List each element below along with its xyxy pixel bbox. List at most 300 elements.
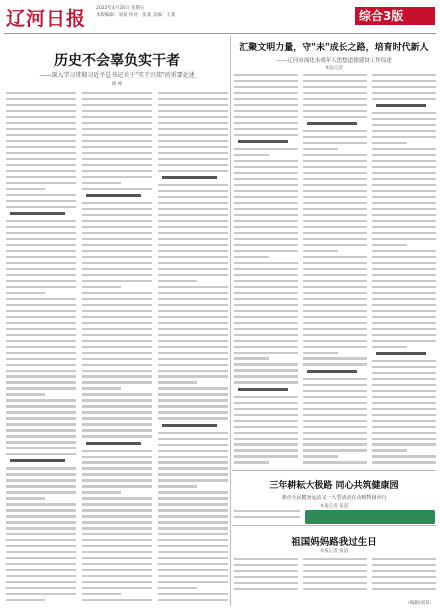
text-line bbox=[82, 292, 152, 294]
text-line bbox=[82, 527, 152, 529]
text-line bbox=[6, 110, 76, 112]
text-line bbox=[82, 545, 152, 547]
article1-col3 bbox=[158, 92, 228, 602]
text-line bbox=[303, 238, 367, 240]
text-line bbox=[158, 116, 228, 118]
text-line bbox=[303, 130, 367, 132]
text-line bbox=[82, 268, 152, 270]
text-line bbox=[372, 372, 436, 374]
text-line bbox=[6, 122, 76, 124]
text-line bbox=[158, 479, 228, 481]
text-line bbox=[372, 378, 436, 380]
text-line bbox=[82, 461, 152, 463]
text-line bbox=[6, 551, 76, 553]
text-line bbox=[303, 570, 367, 572]
text-line bbox=[303, 396, 367, 398]
text-line bbox=[6, 232, 76, 234]
text-line bbox=[234, 160, 298, 162]
text-line bbox=[82, 164, 152, 166]
text-line bbox=[234, 148, 298, 150]
text-line bbox=[372, 112, 436, 114]
text-line bbox=[6, 250, 76, 252]
text-line bbox=[158, 170, 228, 172]
text-line bbox=[303, 438, 367, 440]
article4-col1-text bbox=[234, 558, 298, 590]
text-line bbox=[82, 220, 152, 222]
text-line bbox=[234, 402, 298, 404]
text-line bbox=[82, 405, 152, 407]
text-line bbox=[158, 405, 228, 407]
subhead-line bbox=[238, 388, 288, 391]
text-line bbox=[234, 122, 298, 124]
text-line bbox=[158, 196, 228, 198]
text-line bbox=[234, 268, 298, 270]
text-line bbox=[6, 340, 76, 342]
text-line bbox=[234, 316, 298, 318]
text-line bbox=[82, 310, 152, 312]
subhead-line bbox=[238, 140, 288, 143]
text-line bbox=[6, 453, 76, 455]
text-line bbox=[6, 176, 76, 178]
text-line bbox=[6, 262, 76, 264]
text-line bbox=[158, 304, 228, 306]
text-line bbox=[6, 134, 76, 136]
text-line bbox=[234, 304, 298, 306]
text-line bbox=[6, 521, 76, 523]
text-line bbox=[303, 455, 338, 457]
text-line bbox=[6, 140, 76, 142]
text-line bbox=[158, 268, 228, 270]
article3-author: 本报记者 报道 bbox=[319, 504, 349, 509]
text-line bbox=[372, 196, 436, 198]
text-line bbox=[158, 346, 228, 348]
text-line bbox=[158, 393, 228, 395]
subhead-line bbox=[162, 424, 217, 427]
text-line bbox=[234, 208, 298, 210]
text-line bbox=[234, 116, 298, 118]
text-line bbox=[303, 384, 367, 386]
text-line bbox=[6, 441, 76, 443]
text-line bbox=[158, 244, 228, 246]
section-divider-2 bbox=[232, 525, 436, 526]
text-line bbox=[303, 304, 367, 306]
article3-subtitle: 我市全民健身运动又一大型活动在动植物园举行 bbox=[281, 495, 387, 501]
text-line bbox=[6, 575, 76, 577]
text-line bbox=[234, 375, 298, 377]
text-line bbox=[6, 182, 76, 184]
text-line bbox=[6, 411, 76, 413]
section-divider bbox=[232, 470, 436, 471]
text-line bbox=[303, 390, 367, 392]
text-line bbox=[372, 420, 436, 422]
subhead-line bbox=[376, 352, 426, 355]
text-line bbox=[82, 358, 152, 360]
text-line bbox=[158, 461, 228, 463]
text-line bbox=[372, 250, 436, 252]
text-line bbox=[372, 74, 436, 76]
article2-title[interactable]: 汇聚文明力量，守"未"成长之路，培育时代新人 bbox=[239, 43, 429, 53]
text-line bbox=[372, 262, 436, 264]
text-line bbox=[303, 136, 367, 138]
text-line bbox=[303, 250, 338, 252]
text-line bbox=[82, 485, 152, 487]
text-line bbox=[158, 575, 228, 577]
text-line bbox=[234, 244, 298, 246]
text-line bbox=[372, 166, 436, 168]
text-line bbox=[234, 381, 298, 383]
text-line bbox=[372, 360, 436, 362]
text-line bbox=[303, 414, 367, 416]
text-line bbox=[158, 569, 228, 571]
article2-col2 bbox=[303, 74, 367, 466]
text-line bbox=[82, 104, 152, 106]
text-line bbox=[82, 182, 121, 184]
text-line bbox=[158, 250, 228, 252]
text-line bbox=[158, 485, 197, 487]
subhead-line bbox=[86, 442, 141, 445]
text-line bbox=[372, 310, 436, 312]
text-line bbox=[82, 456, 152, 458]
text-line bbox=[82, 116, 152, 118]
text-line bbox=[158, 292, 228, 294]
text-line bbox=[82, 152, 152, 154]
text-line bbox=[303, 310, 367, 312]
text-line bbox=[372, 118, 436, 120]
text-line bbox=[303, 449, 367, 451]
text-line bbox=[303, 142, 367, 144]
event-banner-image bbox=[305, 510, 435, 524]
text-line bbox=[372, 130, 436, 132]
text-line bbox=[303, 378, 367, 380]
text-line bbox=[303, 178, 367, 180]
text-line bbox=[82, 533, 152, 535]
text-line bbox=[158, 128, 228, 130]
text-line bbox=[372, 426, 436, 428]
text-line bbox=[6, 238, 76, 240]
text-line bbox=[6, 220, 76, 222]
text-line bbox=[303, 402, 367, 404]
text-line bbox=[158, 280, 197, 282]
text-line bbox=[234, 190, 298, 192]
text-line bbox=[6, 346, 76, 348]
text-line bbox=[234, 420, 298, 422]
text-line bbox=[303, 74, 367, 76]
text-line bbox=[303, 274, 367, 276]
text-line bbox=[158, 473, 228, 475]
text-line bbox=[158, 557, 228, 559]
text-line bbox=[82, 375, 152, 377]
text-line bbox=[6, 194, 76, 196]
text-line bbox=[6, 226, 76, 228]
text-line bbox=[82, 557, 152, 559]
text-line bbox=[372, 136, 436, 138]
text-line bbox=[303, 166, 367, 168]
text-line bbox=[6, 467, 76, 469]
text-line bbox=[158, 122, 228, 124]
text-line bbox=[372, 304, 436, 306]
text-line bbox=[234, 80, 298, 82]
text-line bbox=[372, 226, 436, 228]
article4-title[interactable]: 祖国妈妈路我过生日 bbox=[291, 537, 377, 548]
text-line bbox=[6, 533, 76, 535]
text-line bbox=[234, 570, 298, 572]
text-line bbox=[372, 402, 436, 404]
text-line bbox=[158, 286, 228, 288]
text-line bbox=[158, 310, 228, 312]
text-line bbox=[303, 256, 367, 258]
text-line bbox=[234, 432, 298, 434]
text-line bbox=[158, 444, 228, 446]
text-line bbox=[303, 286, 367, 288]
text-line bbox=[234, 184, 298, 186]
text-line bbox=[234, 582, 298, 584]
text-line bbox=[6, 527, 76, 529]
text-line bbox=[82, 146, 152, 148]
article4-col2 bbox=[303, 558, 367, 598]
article2-col1 bbox=[234, 74, 298, 466]
text-line bbox=[234, 455, 298, 457]
text-line bbox=[372, 244, 407, 246]
text-line bbox=[158, 104, 228, 106]
text-line bbox=[372, 124, 436, 126]
text-line bbox=[234, 256, 269, 258]
text-line bbox=[372, 414, 436, 416]
text-line bbox=[303, 154, 367, 156]
text-line bbox=[6, 334, 76, 336]
text-line bbox=[158, 226, 228, 228]
text-line bbox=[82, 110, 152, 112]
subhead-line bbox=[86, 194, 141, 197]
text-line bbox=[234, 214, 298, 216]
text-line bbox=[372, 280, 436, 282]
text-line bbox=[158, 467, 228, 469]
article4-byline: 本报记者 报道 bbox=[319, 549, 349, 554]
text-line bbox=[6, 200, 76, 202]
text-line bbox=[234, 414, 298, 416]
text-line bbox=[6, 92, 76, 94]
masthead bbox=[0, 0, 440, 34]
text-line bbox=[234, 576, 298, 578]
text-line bbox=[6, 491, 76, 493]
text-line bbox=[234, 352, 298, 354]
article1-col3-text bbox=[158, 92, 228, 601]
text-line bbox=[6, 447, 76, 449]
text-line bbox=[6, 473, 76, 475]
text-line bbox=[372, 384, 436, 386]
text-line bbox=[372, 346, 407, 348]
text-line bbox=[6, 244, 76, 246]
text-line bbox=[372, 340, 436, 342]
text-line bbox=[158, 98, 228, 100]
article3-col1-text bbox=[234, 510, 300, 518]
text-line bbox=[82, 387, 121, 389]
text-line bbox=[372, 322, 436, 324]
text-line bbox=[82, 134, 152, 136]
subhead-line bbox=[162, 176, 217, 179]
text-line bbox=[234, 396, 298, 398]
text-line bbox=[6, 316, 76, 318]
subhead-line bbox=[10, 459, 65, 462]
text-line bbox=[6, 393, 45, 395]
text-line bbox=[82, 364, 152, 366]
text-line bbox=[372, 292, 436, 294]
text-line bbox=[6, 322, 76, 324]
text-line bbox=[6, 479, 76, 481]
text-line bbox=[303, 558, 367, 560]
text-line bbox=[372, 202, 436, 204]
text-line bbox=[6, 503, 76, 505]
text-line bbox=[303, 196, 367, 198]
text-line bbox=[234, 588, 298, 590]
text-line bbox=[303, 588, 367, 590]
text-line bbox=[158, 381, 197, 383]
text-line bbox=[303, 148, 338, 150]
text-line bbox=[303, 363, 367, 365]
text-line bbox=[6, 298, 76, 300]
text-line bbox=[158, 158, 228, 160]
text-line bbox=[158, 387, 228, 389]
text-line bbox=[372, 558, 436, 560]
text-line bbox=[234, 274, 298, 276]
text-line bbox=[303, 86, 367, 88]
text-line bbox=[372, 334, 436, 336]
text-line bbox=[372, 588, 436, 590]
text-line bbox=[303, 110, 367, 112]
article2-col3-text bbox=[372, 74, 436, 464]
text-line bbox=[303, 190, 367, 192]
text-line bbox=[6, 545, 76, 547]
text-line bbox=[158, 232, 228, 234]
text-line bbox=[303, 98, 367, 100]
text-line bbox=[303, 104, 367, 106]
text-line bbox=[82, 346, 152, 348]
text-line bbox=[82, 599, 152, 601]
text-line bbox=[372, 178, 436, 180]
text-line bbox=[82, 399, 152, 401]
text-line bbox=[82, 381, 152, 383]
text-line bbox=[303, 280, 367, 282]
text-line bbox=[234, 369, 298, 371]
footer-note: （编辑/刘某） bbox=[405, 601, 434, 606]
text-line bbox=[158, 551, 228, 553]
masthead-rule bbox=[4, 33, 436, 34]
text-line bbox=[158, 509, 228, 511]
text-line bbox=[234, 363, 298, 365]
text-line bbox=[372, 220, 436, 222]
section-tab: 综合3版 bbox=[355, 7, 435, 25]
text-line bbox=[6, 539, 76, 541]
text-line bbox=[158, 399, 228, 401]
column-divider bbox=[230, 36, 231, 606]
text-line bbox=[6, 104, 76, 106]
text-line bbox=[372, 214, 436, 216]
text-line bbox=[158, 146, 228, 148]
text-line bbox=[303, 346, 367, 348]
text-line bbox=[82, 581, 152, 583]
text-line bbox=[82, 176, 152, 178]
text-line bbox=[303, 340, 367, 342]
text-line bbox=[6, 98, 76, 100]
text-line bbox=[6, 399, 76, 401]
text-line bbox=[234, 128, 298, 130]
article1-col2-text bbox=[82, 92, 152, 601]
text-line bbox=[372, 298, 436, 300]
text-line bbox=[234, 178, 298, 180]
text-line bbox=[6, 429, 76, 431]
text-line bbox=[6, 587, 76, 589]
text-line bbox=[234, 196, 298, 198]
text-line bbox=[234, 202, 298, 204]
text-line bbox=[82, 226, 152, 228]
text-line bbox=[158, 164, 228, 166]
text-line bbox=[303, 116, 367, 118]
text-line bbox=[303, 443, 367, 445]
text-line bbox=[372, 328, 436, 330]
text-line bbox=[158, 539, 228, 541]
text-line bbox=[372, 286, 436, 288]
text-line bbox=[82, 467, 152, 469]
text-line bbox=[158, 599, 228, 601]
text-line bbox=[303, 220, 367, 222]
text-line bbox=[158, 497, 228, 499]
text-line bbox=[234, 86, 298, 88]
text-line bbox=[82, 122, 152, 124]
subhead-line bbox=[10, 212, 65, 215]
text-line bbox=[6, 370, 76, 372]
article1-author: 晓 峰 bbox=[111, 82, 123, 87]
article1-title[interactable]: 历史不会辜负实干者 bbox=[54, 53, 180, 69]
text-line bbox=[303, 184, 367, 186]
text-line bbox=[82, 316, 152, 318]
article3-col1 bbox=[234, 510, 300, 524]
text-line bbox=[158, 587, 197, 589]
text-line bbox=[158, 563, 228, 565]
text-line bbox=[372, 172, 436, 174]
text-line bbox=[6, 497, 45, 499]
text-line bbox=[158, 527, 228, 529]
article3-title[interactable]: 三年耕耘大极路 同心共筑健康园 bbox=[269, 481, 399, 491]
text-line bbox=[303, 226, 367, 228]
text-line bbox=[82, 262, 152, 264]
text-line bbox=[82, 503, 152, 505]
text-line bbox=[234, 334, 298, 336]
text-line bbox=[82, 158, 152, 160]
text-line bbox=[158, 503, 228, 505]
text-line bbox=[82, 98, 152, 100]
text-line bbox=[6, 170, 76, 172]
text-line bbox=[82, 238, 152, 240]
text-line bbox=[372, 142, 407, 144]
text-line bbox=[6, 146, 76, 148]
text-line bbox=[6, 358, 76, 360]
text-line bbox=[82, 334, 152, 336]
text-line bbox=[158, 545, 228, 547]
article2-author: 本报记者 bbox=[325, 66, 343, 71]
text-line bbox=[158, 298, 228, 300]
text-line bbox=[234, 286, 298, 288]
text-line bbox=[234, 166, 298, 168]
text-line bbox=[158, 184, 228, 186]
text-line bbox=[234, 510, 300, 512]
text-line bbox=[372, 98, 436, 100]
text-line bbox=[234, 298, 298, 300]
text-line bbox=[303, 432, 367, 434]
text-line bbox=[234, 346, 298, 348]
text-line bbox=[82, 208, 152, 210]
text-line bbox=[303, 564, 367, 566]
text-line bbox=[82, 497, 152, 499]
text-line bbox=[158, 202, 228, 204]
